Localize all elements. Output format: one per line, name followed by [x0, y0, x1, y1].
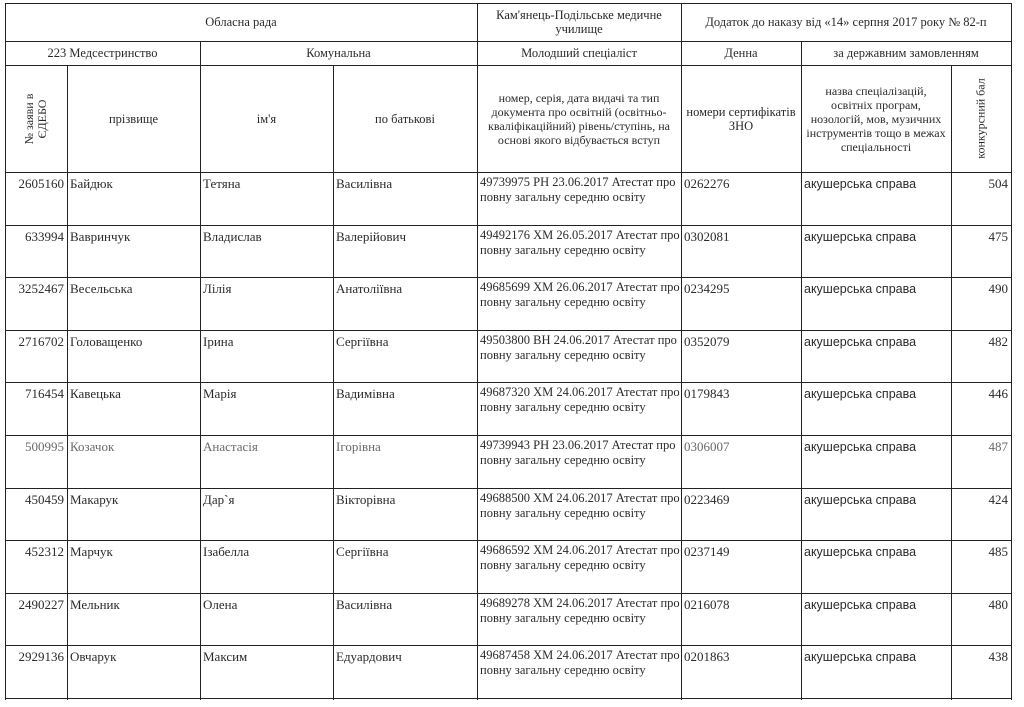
cell-spec: акушерська справа: [804, 282, 917, 297]
school-text: Кам'янець-Подільське медичне училище: [496, 8, 662, 36]
cell-cert: 0223469: [684, 491, 730, 507]
cell-surname: Головащенко: [70, 333, 143, 349]
cell-spec: акушерська справа: [804, 545, 917, 560]
cell-score: 480: [988, 596, 1008, 612]
cell-cert: 0302081: [684, 228, 730, 244]
cell-patronymic: Василівна: [336, 596, 393, 612]
cell-score: 490: [988, 281, 1008, 297]
cell-name: Ізабелла: [203, 544, 250, 560]
cell-surname: Марчук: [70, 544, 113, 560]
cell-document: 49688500 ХМ 24.06.2017 Атестат про повну загальну середню освіту: [480, 490, 680, 520]
cell-score: 485: [988, 544, 1008, 560]
cell-surname: Макарук: [70, 491, 119, 507]
category-cell: [477, 41, 681, 65]
col-name-header: [200, 65, 333, 172]
cell-spec: акушерська справа: [804, 650, 917, 665]
cell-name: Дар`я: [203, 491, 235, 507]
grid-line-vertical: [951, 65, 952, 700]
cell-app-no: 2490227: [18, 596, 64, 612]
cell-surname: Вавринчук: [70, 228, 131, 244]
funding-text: за державним замовленням: [833, 46, 979, 60]
cell-spec: акушерська справа: [804, 177, 917, 191]
cell-name: Марія: [203, 386, 237, 402]
cell-name: Максим: [203, 649, 248, 665]
cell-app-no: 3252467: [18, 281, 64, 297]
cell-app-no: 450459: [25, 491, 64, 507]
grid-line-vertical: [477, 3, 478, 700]
col-patronymic-text: по батькові: [375, 111, 435, 126]
school-cell: [477, 3, 681, 41]
grid-line-horizontal: [5, 172, 1012, 173]
col-score-text: конкурсний бал: [973, 78, 988, 159]
cell-surname: Весельська: [70, 281, 133, 297]
cell-spec: акушерська справа: [804, 440, 917, 454]
region-council-text: Обласна рада: [205, 15, 277, 29]
cell-document: 49687320 ХМ 24.06.2017 Атестат про повну загальну середню освіту: [480, 385, 680, 415]
cell-document: 49739975 РН 23.06.2017 Атестат про повну загальну середню освіту: [480, 175, 676, 204]
col-name-text: ім'я: [256, 111, 277, 126]
specialty-text: 223 Медсестринство: [47, 46, 158, 60]
col-surname-text: прізвище: [108, 111, 159, 126]
cell-cert: 0306007: [684, 439, 730, 454]
cell-cert: 0234295: [684, 281, 730, 297]
cell-patronymic: Валерійович: [336, 228, 407, 244]
grid-line-vertical: [681, 3, 682, 700]
cell-app-no: 500995: [25, 439, 64, 454]
col-document-header: [477, 65, 681, 172]
cell-name: Владислав: [203, 228, 262, 244]
cell-cert: 0352079: [684, 333, 730, 349]
cell-score: 504: [988, 176, 1008, 191]
grid-line-horizontal: [5, 65, 1012, 66]
grid-line-vertical: [67, 65, 68, 700]
cell-spec: акушерська справа: [804, 492, 917, 507]
cell-score: 482: [988, 333, 1008, 349]
cell-surname: Кавецька: [70, 386, 121, 402]
cell-document: 49492176 ХМ 26.05.2017 Атестат про повну загальну середню освіту: [480, 227, 680, 257]
grid-line-horizontal: [5, 488, 1012, 489]
specialty-cell: [5, 41, 200, 65]
grid-line-horizontal: [5, 540, 1012, 541]
grid-line-vertical: [1011, 3, 1012, 700]
grid-line-horizontal: [5, 382, 1012, 383]
col-spec-text: назва спеціалізацій, освітніх програм, нозологій, мов, музичних інструментів тощо в межах спеціальності: [806, 83, 946, 154]
grid-line-vertical: [333, 65, 334, 700]
grid-line-horizontal: [5, 435, 1012, 436]
grid-line-vertical: [801, 41, 802, 700]
cell-patronymic: Сергіївна: [336, 333, 389, 349]
cell-surname: Байдюк: [70, 176, 113, 191]
cell-patronymic: Василівна: [336, 176, 393, 191]
grid-line-horizontal: [5, 593, 1012, 594]
col-surname-header: [67, 65, 200, 172]
cell-app-no: 716454: [25, 386, 64, 402]
cell-document: 49686592 ХМ 24.06.2017 Атестат про повну загальну середню освіту: [480, 543, 680, 573]
cell-patronymic: Вікторівна: [336, 491, 396, 507]
col-cert-text: номери сертифікатів ЗНО: [686, 104, 796, 133]
cell-name: Олена: [203, 596, 238, 612]
cell-name: Анастасія: [203, 439, 258, 454]
funding-cell: [801, 41, 1011, 65]
cell-spec: акушерська справа: [804, 387, 917, 402]
cell-spec: акушерська справа: [804, 229, 917, 244]
cell-document: 49685699 ХМ 26.06.2017 Атестат про повну загальну середню освіту: [480, 280, 680, 310]
cell-document: 49503800 ВН 24.06.2017 Атестат про повну загальну середню освіту: [480, 332, 677, 362]
cell-cert: 0237149: [684, 544, 730, 560]
grid-line-horizontal: [5, 330, 1012, 331]
grid-line-horizontal: [5, 698, 1012, 699]
cell-name: Лілія: [203, 281, 232, 297]
cell-score: 487: [988, 439, 1008, 454]
cell-app-no: 2716702: [18, 333, 64, 349]
region-council-cell: [5, 3, 477, 41]
category-text: Молодший спеціаліст: [521, 46, 637, 60]
cell-spec: акушерська справа: [804, 334, 917, 349]
cell-document: 49687458 ХМ 24.06.2017 Атестат про повну загальну середню освіту: [480, 648, 680, 678]
cell-patronymic: Едуардович: [336, 649, 402, 665]
order-cell: [681, 3, 1011, 41]
grid-line-horizontal: [5, 277, 1012, 278]
cell-surname: Козачок: [70, 439, 115, 454]
cell-spec: акушерська справа: [804, 597, 917, 612]
ownership-text: Комунальна: [306, 46, 371, 60]
order-text: Додаток до наказу від «14» серпня 2017 року № 82-п: [705, 15, 987, 29]
grid-line-vertical: [5, 3, 6, 700]
col-spec-header: [801, 65, 951, 172]
col-score-header: [951, 65, 1011, 172]
cell-name: Ірина: [203, 333, 234, 349]
grid-line-horizontal: [5, 41, 1012, 42]
cell-document: 49739943 РН 23.06.2017 Атестат про повну загальну середню освіту: [480, 438, 676, 467]
cell-surname: Мельник: [70, 596, 120, 612]
cell-patronymic: Ігорівна: [336, 439, 381, 454]
grid-line-horizontal: [5, 225, 1012, 226]
cell-cert: 0216078: [684, 596, 730, 612]
cell-cert: 0201863: [684, 649, 730, 665]
cell-patronymic: Анатоліївна: [336, 281, 403, 297]
cell-app-no: 633994: [25, 228, 64, 244]
cell-score: 424: [988, 491, 1008, 507]
cell-patronymic: Сергіївна: [336, 544, 389, 560]
cell-app-no: 2929136: [18, 649, 64, 665]
cell-name: Тетяна: [203, 176, 241, 191]
cell-cert: 0262276: [684, 176, 730, 191]
ownership-cell: [200, 41, 477, 65]
cell-cert: 0179843: [684, 386, 730, 402]
cell-surname: Овчарук: [70, 649, 117, 665]
grid-line-vertical: [200, 41, 201, 700]
cell-score: 446: [988, 386, 1008, 402]
cell-app-no: 452312: [25, 544, 64, 560]
col-app-no-header: [5, 65, 67, 172]
cell-app-no: 2605160: [18, 176, 64, 191]
cell-score: 438: [988, 649, 1008, 665]
col-cert-header: [681, 65, 801, 172]
study-form-text: Денна: [724, 46, 758, 60]
col-patronymic-header: [333, 65, 477, 172]
cell-document: 49689278 ХМ 24.06.2017 Атестат про повну загальну середню освіту: [480, 595, 680, 625]
grid-line-horizontal: [5, 645, 1012, 646]
col-app-no-text: № заяви в ЄДЕБО: [22, 93, 49, 144]
study-form-cell: [681, 41, 801, 65]
cell-score: 475: [988, 228, 1008, 244]
grid-line-horizontal: [5, 3, 1012, 4]
cell-patronymic: Вадимівна: [336, 386, 395, 402]
col-document-text: номер, серія, дата видачі та тип документа про освітній (освітньо-кваліфікаційний) рівень/ступінь, на основі якого відбувається вступ: [488, 90, 670, 147]
